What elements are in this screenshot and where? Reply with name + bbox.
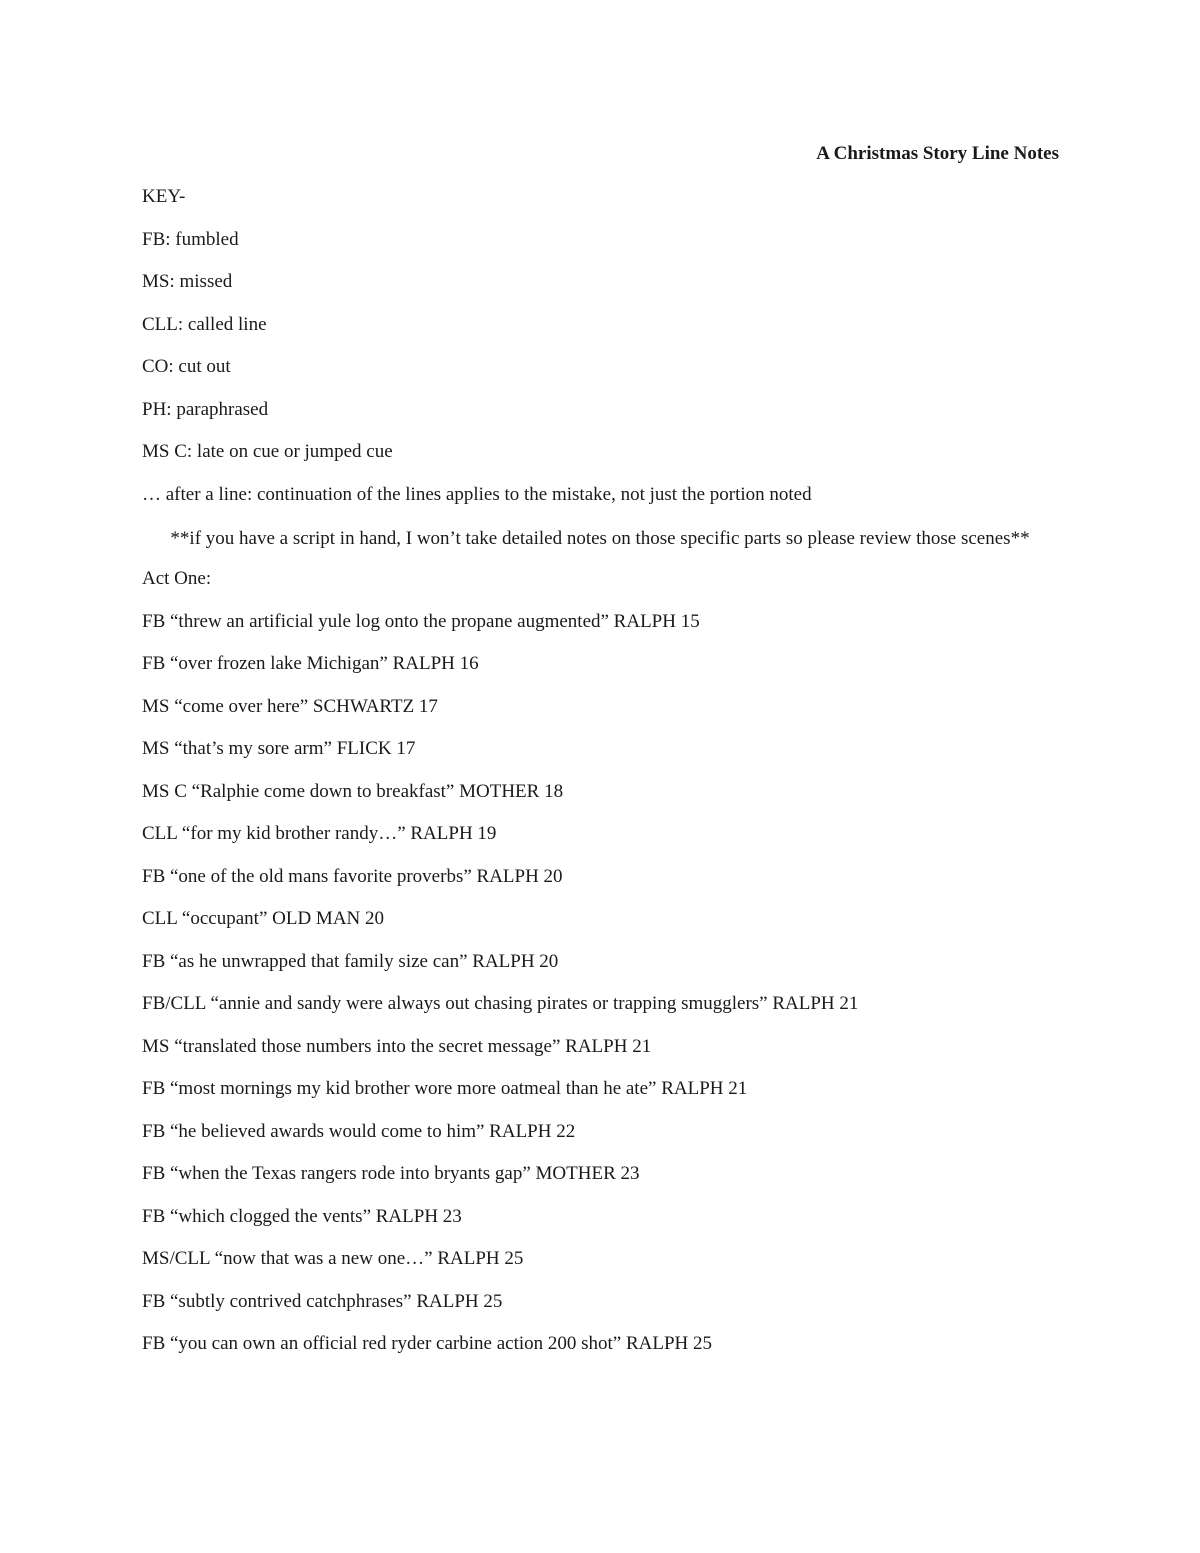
key-item: … after a line: continuation of the lines applies to the mistake, not just the portion noted — [142, 483, 812, 505]
key-item: FB: fumbled — [142, 228, 239, 250]
line-note: MS/CLL “now that was a new one…” RALPH 25 — [142, 1248, 524, 1269]
line-note: MS C “Ralphie come down to breakfast” MOTHER 18 — [142, 780, 564, 802]
key-list — [142, 228, 1058, 507]
line-note: FB/CLL “annie and sandy were always out chasing pirates or trapping smugglers” RALPH 21 — [142, 993, 859, 1014]
line-note: CLL “occupant” OLD MAN 20 — [142, 908, 385, 929]
line-note: MS “translated those numbers into the secret message” RALPH 21 — [142, 1035, 652, 1057]
key-item: MS: missed — [142, 271, 233, 292]
line-note: FB “he believed awards would come to him” RALPH 22 — [142, 1120, 576, 1142]
act-heading: Act One: — [142, 568, 212, 589]
line-notes-list — [142, 610, 1058, 1357]
key-item: MS C: late on cue or jumped cue — [142, 441, 393, 462]
line-note: FB “one of the old mans favorite proverbs” RALPH 20 — [142, 865, 563, 887]
line-note: MS “that’s my sore arm” FLICK 17 — [142, 738, 416, 759]
line-note: FB “most mornings my kid brother wore more oatmeal than he ate” RALPH 21 — [142, 1078, 748, 1099]
line-note: MS “come over here” SCHWARTZ 17 — [142, 695, 438, 717]
line-note: FB “subtly contrived catchphrases” RALPH 25 — [142, 1290, 503, 1312]
line-note: FB “when the Texas rangers rode into bryants gap” MOTHER 23 — [142, 1163, 640, 1184]
line-note: FB “over frozen lake Michigan” RALPH 16 — [142, 653, 479, 674]
line-note: FB “as he unwrapped that family size can” RALPH 20 — [142, 950, 559, 972]
key-item: CO: cut out — [142, 356, 231, 377]
key-item: CLL: called line — [142, 313, 267, 335]
line-note: FB “which clogged the vents” RALPH 23 — [142, 1205, 462, 1227]
line-note: FB “you can own an official red ryder carbine action 200 shot” RALPH 25 — [142, 1333, 713, 1354]
key-item: PH: paraphrased — [142, 398, 269, 420]
document-body — [142, 185, 1058, 1375]
line-note: CLL “for my kid brother randy…” RALPH 19 — [142, 823, 497, 844]
document-title: A Christmas Story Line Notes — [816, 143, 1059, 164]
line-note: FB “threw an artificial yule log onto the propane augmented” RALPH 15 — [142, 610, 700, 632]
script-in-hand-note: **if you have a script in hand, I won’t take detailed notes on those specific parts so please review those scenes** — [170, 528, 1030, 549]
key-heading: KEY- — [142, 186, 186, 207]
